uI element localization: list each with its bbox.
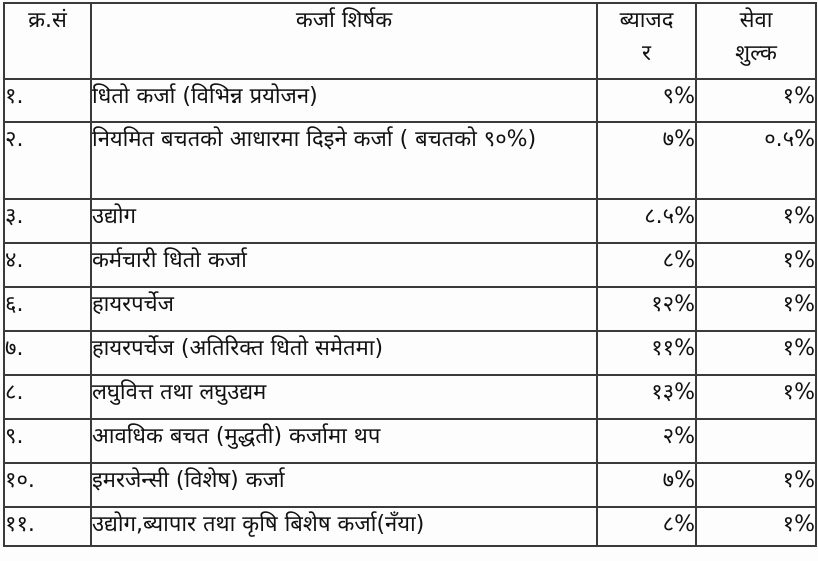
table-row: [4, 463, 816, 507]
cell-interest-rate: ७%: [597, 122, 696, 199]
cell-loan-title: नियमित बचतको आधारमा दिइने कर्जा ( बचतको ९०%): [91, 122, 597, 199]
cell-serial-number: ७.: [4, 331, 91, 375]
cell-loan-title: लघुवित्त तथा लघुउद्यम: [91, 375, 597, 419]
cell-service-fee: १%: [696, 79, 816, 122]
cell-interest-rate: ८%: [597, 243, 696, 287]
table-row: [4, 287, 816, 331]
header-service-fee: [696, 3, 816, 79]
cell-service-fee: १%: [696, 507, 816, 546]
cell-serial-number: ४.: [4, 243, 91, 287]
header-service-fee-line1: सेवा: [739, 8, 773, 33]
header-interest-rate-line1: ब्याजद: [619, 8, 674, 33]
cell-loan-title: उद्योग: [91, 199, 597, 243]
cell-service-fee: १%: [696, 463, 816, 507]
cell-serial-number: २.: [4, 122, 91, 199]
header-interest-rate: [597, 3, 696, 79]
cell-loan-title: आवधिक बचत (मुद्धती) कर्जामा थप: [91, 419, 597, 463]
header-interest-rate-line2: र: [642, 41, 651, 66]
cell-interest-rate: ११%: [597, 331, 696, 375]
header-service-fee-line2: शुल्क: [735, 41, 777, 66]
table-header-row: [4, 3, 816, 79]
cell-loan-title: इमरजेन्सी (विशेष) कर्जा: [91, 463, 597, 507]
cell-service-fee: १%: [696, 287, 816, 331]
cell-serial-number: ६.: [4, 287, 91, 331]
table-row: [4, 419, 816, 463]
loan-rate-table: [3, 2, 817, 547]
cell-serial-number: १.: [4, 79, 91, 122]
table-row: [4, 79, 816, 122]
table-row: [4, 331, 816, 375]
cell-interest-rate: ७%: [597, 463, 696, 507]
cell-loan-title: कर्मचारी धितो कर्जा: [91, 243, 597, 287]
cell-service-fee: १%: [696, 243, 816, 287]
cell-interest-rate: ८.५%: [597, 199, 696, 243]
cell-service-fee: १%: [696, 199, 816, 243]
cell-loan-title: उद्योग,ब्यापार तथा कृषि बिशेष कर्जा(नँया): [91, 507, 597, 546]
cell-loan-title: हायरपर्चेज (अतिरिक्त धितो समेतमा): [91, 331, 597, 375]
cell-interest-rate: ९%: [597, 79, 696, 122]
cell-interest-rate: १३%: [597, 375, 696, 419]
header-loan-title: कर्जा शिर्षक: [91, 3, 597, 79]
cell-serial-number: १०.: [4, 463, 91, 507]
cell-serial-number: ८.: [4, 375, 91, 419]
table-row: [4, 199, 816, 243]
cell-serial-number: ११.: [4, 507, 91, 546]
table-row: [4, 122, 816, 199]
cell-service-fee: १%: [696, 375, 816, 419]
cell-service-fee: [696, 419, 816, 463]
cell-serial-number: ९.: [4, 419, 91, 463]
cell-interest-rate: २%: [597, 419, 696, 463]
table-row: [4, 375, 816, 419]
cell-service-fee: १%: [696, 331, 816, 375]
cell-service-fee: ०.५%: [696, 122, 816, 199]
cell-serial-number: ३.: [4, 199, 91, 243]
table-row: [4, 243, 816, 287]
header-serial-number: क्र.सं: [4, 3, 91, 79]
cell-loan-title: धितो कर्जा (विभिन्न प्रयोजन): [91, 79, 597, 122]
cell-loan-title: हायरपर्चेज: [91, 287, 597, 331]
cell-interest-rate: १२%: [597, 287, 696, 331]
cell-interest-rate: ८%: [597, 507, 696, 546]
table-row: [4, 507, 816, 546]
